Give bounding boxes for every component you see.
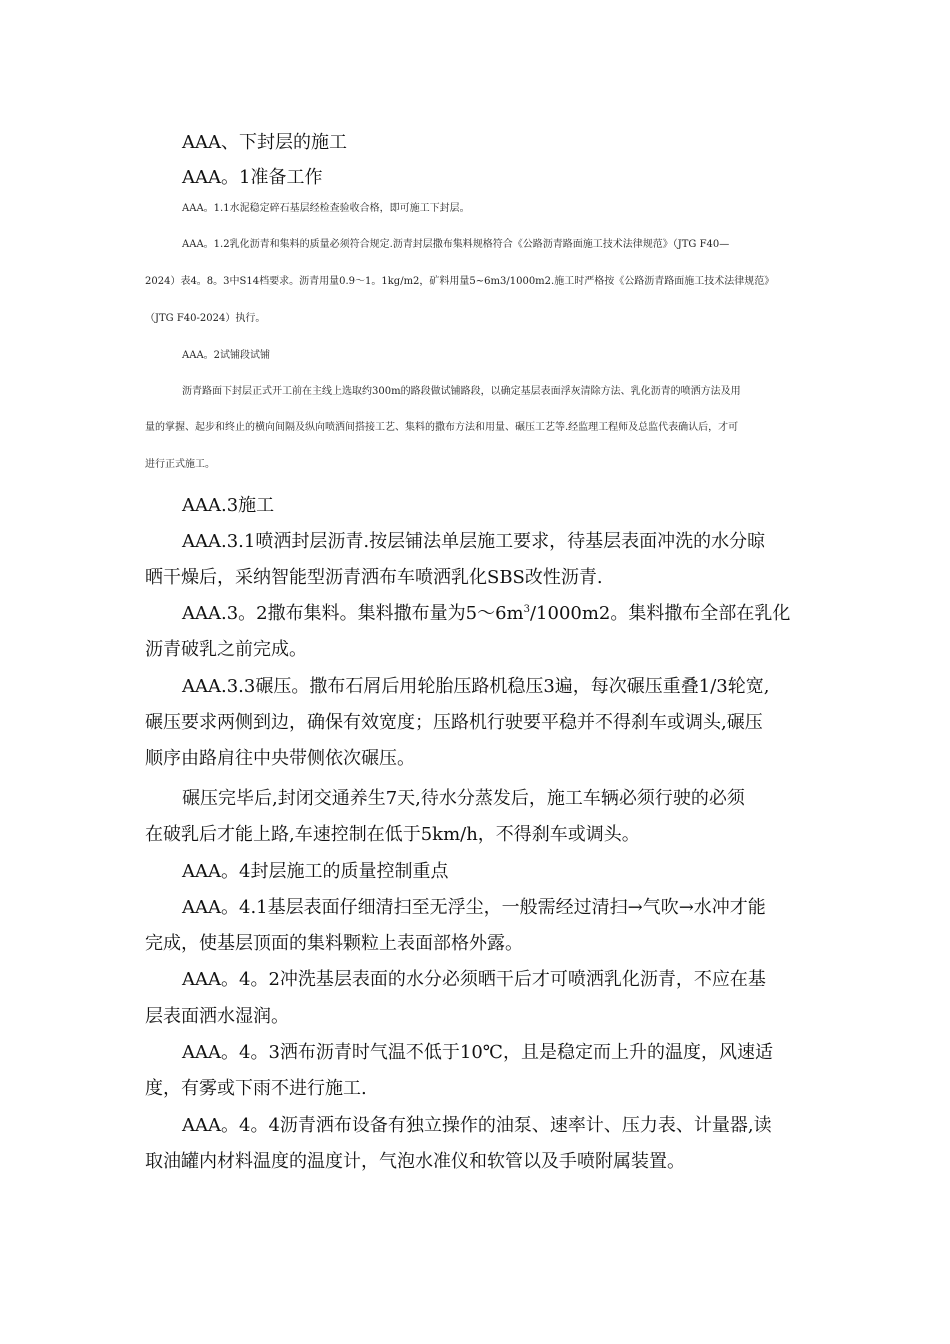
paragraph-line: 进行正式施工。: [145, 459, 215, 470]
paragraph-line: AAA。4。3洒布沥青时气温不低于10℃，且是稳定而上升的温度，风速适: [182, 1042, 773, 1063]
paragraph-line: 完成，使基层顶面的集料颗粒上表面部格外露。: [145, 933, 523, 954]
text-segment: AAA.3。2撒布集料。集料撒布量为5～6m: [182, 603, 524, 624]
section-title: AAA、下封层的施工: [182, 132, 347, 153]
paragraph-line: 碾压要求两侧到边，确保有效宽度；压路机行驶要平稳并不得刹车或调头,碾压: [145, 712, 763, 733]
paragraph-line: 取油罐内材料温度的温度计，气泡水准仪和软管以及手喷附属装置。: [145, 1151, 685, 1172]
paragraph-line: 2024）表4。8。3中S14档要求。沥青用量0.9～1。1kg/m2，矿料用量5~6m3/1000m2.施工时严格按《公路沥青路面施工技术法律规范》: [145, 276, 775, 287]
heading-preparation: AAA。1准备工作: [182, 167, 323, 188]
paragraph-line: 碾压完毕后,封闭交通养生7天,待水分蒸发后，施工车辆必须行驶的必须: [182, 788, 745, 809]
heading-construction: AAA.3施工: [182, 495, 275, 516]
paragraph-line: 晒干燥后，采纳智能型沥青洒布车喷洒乳化SBS改性沥青.: [145, 567, 603, 588]
paragraph-line: 在破乳后才能上路,车速控制在低于5km/h，不得刹车或调头。: [145, 824, 640, 845]
paragraph-line: AAA。4。2冲洗基层表面的水分必须晒干后才可喷洒乳化沥青，不应在基: [182, 969, 766, 990]
paragraph-line: AAA.3.1喷洒封层沥青.按层铺法单层施工要求，待基层表面冲洗的水分晾: [182, 531, 766, 552]
paragraph-line: 量的掌握、起步和终止的横向间隔及纵向喷洒间搭接工艺、集料的撒布方法和用量、碾压工艺等.经监理工程师及总监代表确认后，才可: [145, 422, 739, 433]
paragraph-line: （JTG F40-2024）执行。: [145, 313, 266, 324]
paragraph-line: 层表面洒水湿润。: [145, 1006, 289, 1027]
paragraph-line: AAA.3.3碾压。撒布石屑后用轮胎压路机稳压3遍，每次碾压重叠1/3轮宽,: [182, 676, 770, 697]
text-segment: /1000m2。集料撒布全部在乳化: [529, 603, 791, 624]
paragraph-line: AAA。1.2乳化沥青和集料的质量必须符合规定.沥青封层撒布集料规格符合《公路沥青路面施工技术法律规范》（JTG F40—: [182, 239, 730, 250]
heading-trial-section: AAA。2试铺段试铺: [182, 350, 271, 361]
paragraph-line: AAA。4.1基层表面仔细清扫至无浮尘，一般需经过清扫→气吹→水冲才能: [182, 897, 766, 918]
paragraph-line: 沥青破乳之前完成。: [145, 639, 307, 660]
heading-quality-control: AAA。4封层施工的质量控制重点: [182, 861, 449, 882]
paragraph-line: AAA。1.1水泥稳定碎石基层经检查验收合格，即可施工下封层。: [182, 203, 470, 214]
paragraph-line: 沥青路面下封层正式开工前在主线上选取约300m的路段做试铺路段，以确定基层表面浮灰清除方法、乳化沥青的喷洒方法及用: [182, 386, 741, 397]
paragraph-line: 度，有雾或下雨不进行施工.: [145, 1078, 367, 1099]
superscript: 3: [523, 604, 530, 615]
paragraph-line: AAA。4。4沥青洒布设备有独立操作的油泵、速率计、压力表、计量器,读: [182, 1115, 772, 1136]
paragraph-line: 顺序由路肩往中央带侧依次碾压。: [145, 748, 415, 769]
paragraph-line: [182, 599, 790, 625]
